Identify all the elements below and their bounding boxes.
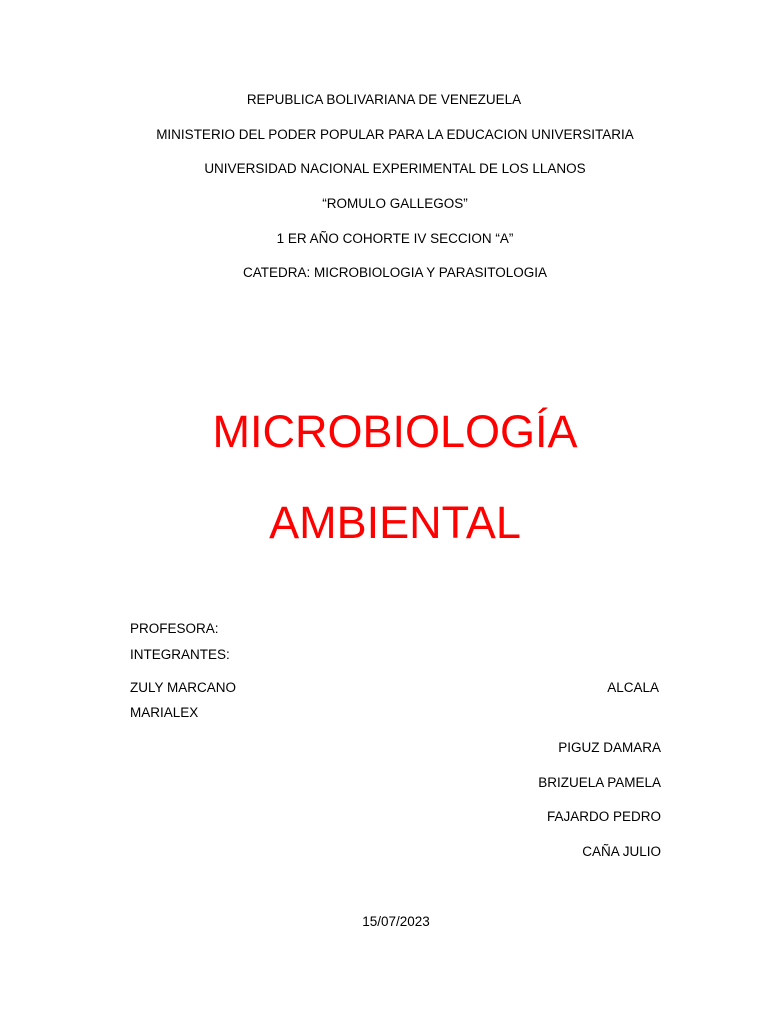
title-line-2: AMBIENTAL [269,497,521,548]
professor-label: PROFESORA: [130,621,219,636]
member-name: PIGUZ DAMARA [558,740,661,755]
header-line-university: UNIVERSIDAD NACIONAL EXPERIMENTAL DE LOS LLANOS [204,161,586,176]
member-name: FAJARDO PEDRO [546,809,661,824]
header-line-course: CATEDRA: MICROBIOLOGIA Y PARASITOLOGIA [242,265,548,280]
title-line-1: MICROBIOLOGÍA [212,406,578,457]
professor-name-last: MARIALEX [130,705,199,720]
header-line-university-name: “ROMULO GALLEGOS” [322,196,468,211]
professor-name-first: ZULY MARCANO [130,680,237,695]
header-line-country: REPUBLICA BOLIVARIANA DE VENEZUELA [246,92,522,107]
header-line-cohort: 1 ER AÑO COHORTE IV SECCION “A” [276,231,514,246]
document-date: 15/07/2023 [362,914,430,929]
member-name: BRIZUELA PAMELA [538,775,661,790]
header-line-ministry: MINISTERIO DEL PODER POPULAR PARA LA EDUCACION UNIVERSITARIA [156,127,634,142]
member-name: CAÑA JULIO [582,844,661,859]
members-label: INTEGRANTES: [130,647,230,662]
professor-name-surname: ALCALA [607,680,659,695]
